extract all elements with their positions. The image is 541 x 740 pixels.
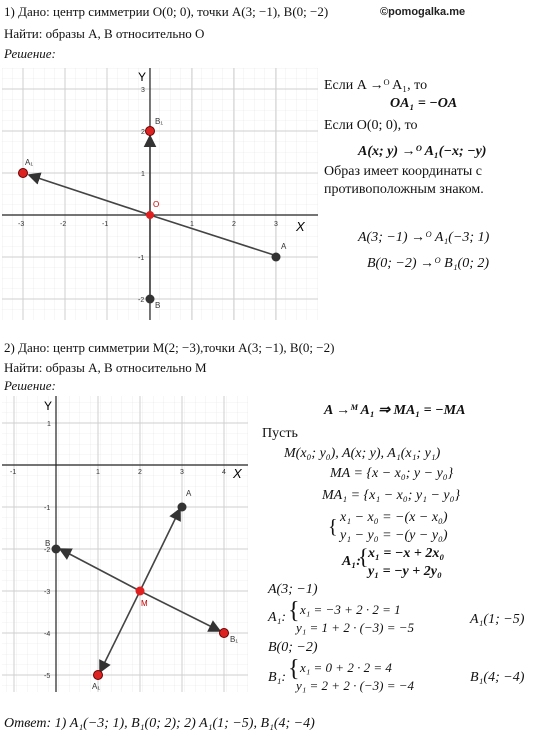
x-tick: 1 [96,469,100,476]
given-1: 1) Дано: центр симметрии O(0; 0), точки A(3; −1), B(0; −2) [4,4,329,19]
solution-label-1: Решение: [4,46,56,61]
sol1-line3: Если O(0; 0), то [324,118,418,133]
x-tick: 2 [232,221,236,228]
y-tick: -2 [138,297,145,304]
sol2-line2: Пусть [262,426,298,441]
sol2-line10: y₁ = −y + 2y₀ [368,564,442,579]
point-A [178,503,187,512]
y-tick: 3 [141,87,145,94]
label-A1: A₁ [25,158,34,167]
system-brace: { [288,598,300,624]
label-A: A [186,489,192,498]
answer: Ответ: 1) A₁(−3; 1), B₁(0; 2); 2) A₁(1; −5), B₁(4; −4) [4,716,315,731]
point-A1 [94,671,103,680]
y-tick: -3 [44,589,51,596]
sol2-line5: MA₁ = {x₁ − x₀; y₁ − y₀} [322,488,461,503]
label-O: O [153,200,160,209]
y-tick: -4 [44,631,51,638]
graph-1 [0,68,318,320]
point-M [136,587,145,596]
x-tick: 4 [222,469,226,476]
sol2-line7: y₁ − y₀ = −(y − y₀) [340,528,448,543]
sol1-line1: Если A →ᴼ A₁, то [324,78,428,93]
sol2-line12: A₁: [268,610,287,625]
label-B1: B₁ [230,635,239,644]
point-B1 [146,127,155,136]
label-B1: B₁ [155,117,164,126]
y-tick: 1 [141,171,145,178]
y-axis-label-1: Y [138,70,147,84]
sol2-line17: B₁: [268,670,287,685]
sol2-line16: B(0; −2) [268,640,318,655]
x-tick: 3 [274,221,278,228]
sol2-line19: y₁ = 2 + 2 · (−3) = −4 [296,678,415,693]
sol2-line20: B₁(4; −4) [470,670,525,685]
x-tick: -1 [10,469,17,476]
sol2-line15: A₁(1; −5) [470,612,525,627]
x-tick: 3 [180,469,184,476]
given-2: 2) Дано: центр симметрии M(2; −3),точки A(3; −1), B(0; −2) [4,340,335,355]
sol2-line4: MA = {x − x₀; y − y₀} [330,466,454,481]
x-tick: -2 [60,221,67,228]
system-brace: { [288,656,300,682]
x-tick: -1 [102,221,109,228]
point-A1 [19,169,28,178]
graph-2 [0,396,248,692]
label-A: A [281,242,287,251]
system-brace: { [358,544,369,569]
sol2-line9: x₁ = −x + 2x₀ [368,546,445,561]
find-1: Найти: образы A, B относительно O [4,26,205,41]
point-B1 [220,629,229,638]
sol2-line13: x₁ = −3 + 2 · 2 = 1 [300,602,401,617]
sol1-line6: противоположным знаком. [324,182,484,197]
y-tick: -1 [44,505,51,512]
sol2-line3: M(x₀; y₀), A(x; y), A₁(x₁; y₁) [284,446,441,461]
sol1-line5: Образ имеет координаты с [324,164,482,179]
y-tick: -1 [138,255,145,262]
sol1-line7: A(3; −1) →ᴼ A₁(−3; 1) [358,230,490,245]
system-brace: { [328,516,338,538]
sol1-line4: A(x; y) →ᴼ A₁(−x; −y) [358,144,487,159]
x-tick: 1 [190,221,194,228]
point-O [146,211,154,219]
point-A [272,253,281,262]
sol2-line14: y₁ = 1 + 2 · (−3) = −5 [296,620,415,635]
sol2-line8: A₁: [342,554,361,569]
x-tick: 2 [138,469,142,476]
y-axis-label-2: Y [44,399,53,413]
sol1-line8: B(0; −2) →ᴼ B₁(0; 2) [367,256,490,271]
point-B [146,295,155,304]
sol2-line11: A(3; −1) [268,582,318,597]
label-B: B [155,301,161,310]
y-tick: -5 [44,673,51,680]
point-B [52,545,61,554]
y-tick: 1 [47,421,51,428]
label-A1: A₁ [92,682,101,691]
sol2-line6: x₁ − x₀ = −(x − x₀) [340,510,448,525]
site-logo: ©pomogalka.me [380,6,466,18]
sol1-line2: OA₁ = −OA [390,96,458,111]
sol2-line18: x₁ = 0 + 2 · 2 = 4 [300,660,392,675]
y-tick: -2 [44,547,51,554]
x-tick: -3 [18,221,25,228]
solution-label-2: Решение: [4,378,56,393]
label-B: B [45,539,51,548]
y-tick: 2 [141,129,145,136]
x-axis-label-2: X [233,466,242,481]
label-M: M [141,599,148,608]
x-axis-label-1: X [296,219,305,234]
sol2-line1: A →ᴹ A₁ ⇒ MA₁ = −MA [324,403,466,418]
find-2: Найти: образы A, B относительно M [4,360,207,375]
